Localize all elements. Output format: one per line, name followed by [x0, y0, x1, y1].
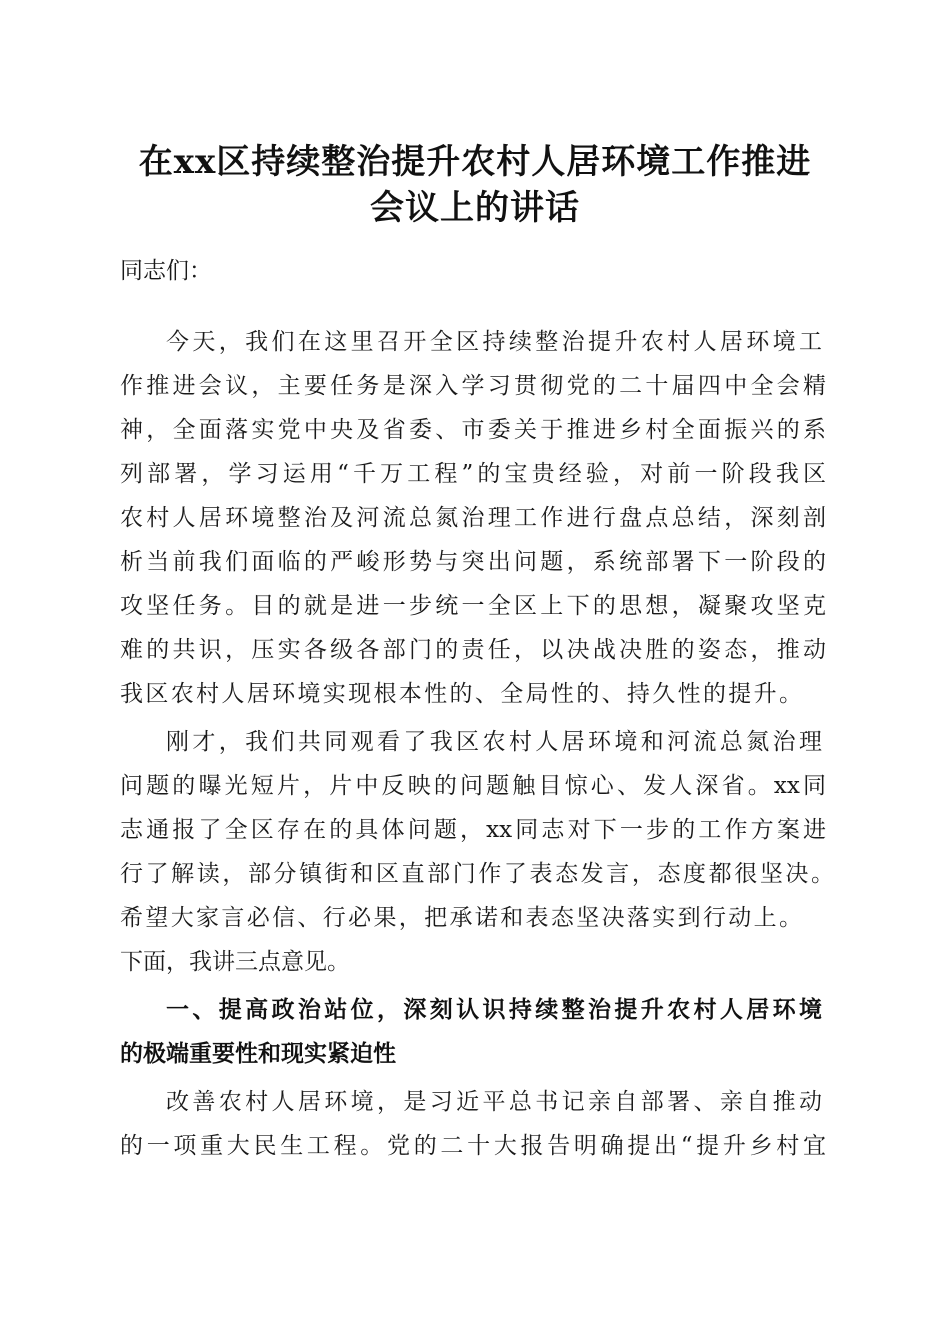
document-title-line-2: 会议上的讲话 — [370, 188, 580, 228]
paragraph-1-line: 我区农村人居环境实现根本性的、全局性的、持久性的提升。 — [120, 681, 802, 707]
paragraph-1-line: 作推进会议，主要任务是深入学习贯彻党的二十届四中全会精 — [120, 373, 826, 399]
paragraph-1-line: 难的共识，压实各级各部门的责任，以决战决胜的姿态，推动 — [120, 637, 826, 663]
paragraph-3-line: 的一项重大民生工程。党的二十大报告明确提出“提升乡村宜 — [120, 1133, 826, 1159]
section-heading-line: 的极端重要性和现实紧迫性 — [120, 1041, 396, 1067]
paragraph-1-line: 农村人居环境整治及河流总氮治理工作进行盘点总结，深刻剖 — [120, 505, 826, 531]
paragraph-2-line: 下面，我讲三点意见。 — [120, 949, 350, 975]
paragraph-1-line: 攻坚任务。目的就是进一步统一全区上下的思想，凝聚攻坚克 — [120, 593, 826, 619]
section-heading-line: 一、提高政治站位，深刻认识持续整治提升农村人居环境 — [166, 997, 822, 1023]
document-title-line-1: 在xx区持续整治提升农村人居环境工作推进 — [138, 142, 812, 182]
paragraph-2-line: 志通报了全区存在的具体问题，xx同志对下一步的工作方案进 — [120, 817, 826, 843]
paragraph-3-line: 改善农村人居环境，是习近平总书记亲自部署、亲自推动 — [166, 1089, 822, 1115]
paragraph-1-line: 析当前我们面临的严峻形势与突出问题，系统部署下一阶段的 — [120, 549, 826, 575]
salutation: 同志们： — [120, 258, 212, 284]
paragraph-1-line: 神，全面落实党中央及省委、市委关于推进乡村全面振兴的系 — [120, 417, 826, 443]
paragraph-1-line: 列部署，学习运用“千万工程”的宝贵经验，对前一阶段我区 — [120, 461, 826, 487]
paragraph-1-line: 今天，我们在这里召开全区持续整治提升农村人居环境工 — [166, 329, 822, 355]
paragraph-2-line: 问题的曝光短片，片中反映的问题触目惊心、发人深省。xx同 — [120, 773, 826, 799]
paragraph-2-line: 刚才，我们共同观看了我区农村人居环境和河流总氮治理 — [166, 729, 822, 755]
paragraph-2-line: 希望大家言必信、行必果，把承诺和表态坚决落实到行动上。 — [120, 905, 802, 931]
paragraph-2-line: 行了解读，部分镇街和区直部门作了表态发言，态度都很坚决。 — [120, 861, 834, 887]
